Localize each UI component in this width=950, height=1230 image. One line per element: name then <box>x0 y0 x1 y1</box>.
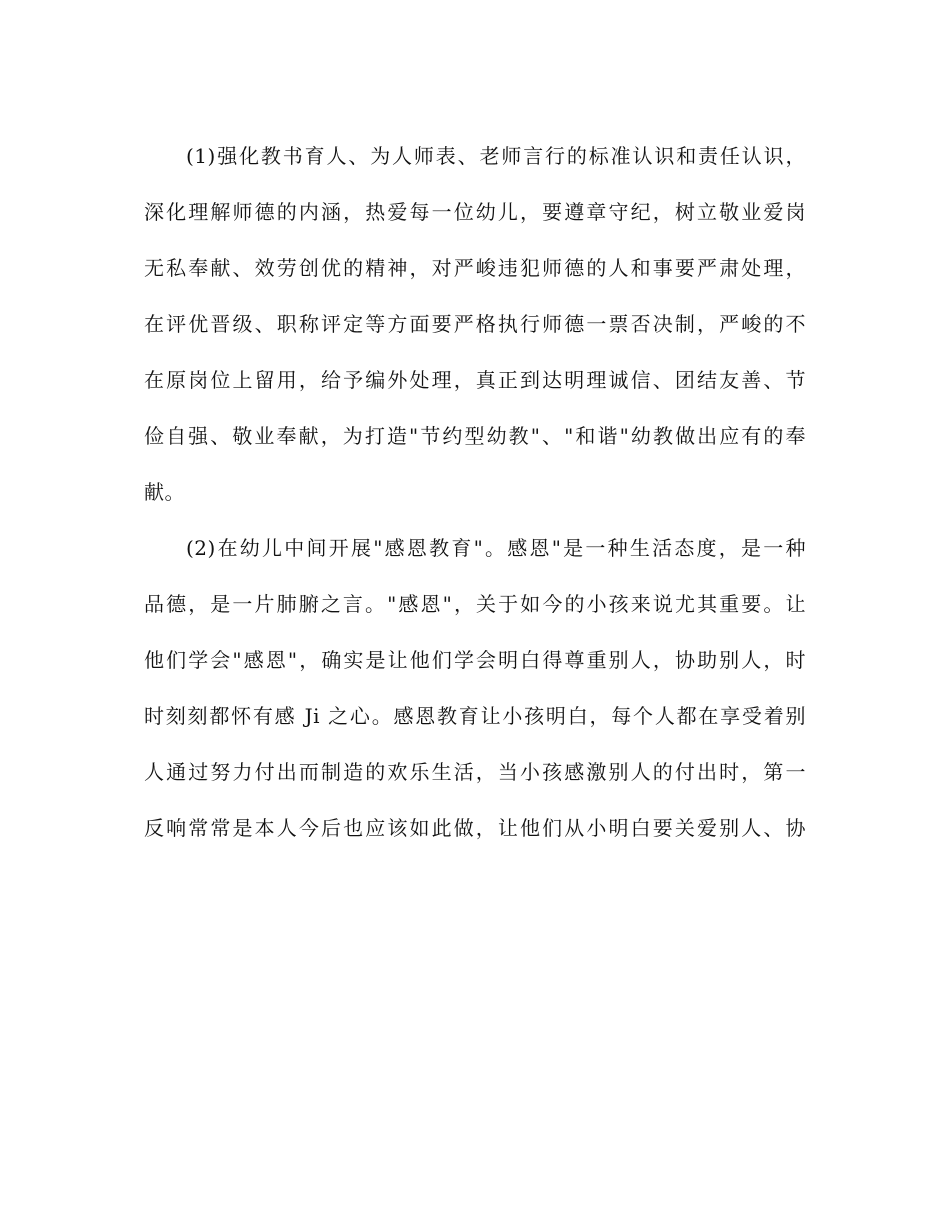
paragraph-1 <box>144 128 806 520</box>
paragraph-line: 无私奉献、效劳创优的精神，对严峻违犯师德的人和事要严肃处理， <box>144 256 806 280</box>
paragraph-line: 在原岗位上留用，给予编外处理，真正到达明理诚信、团结友善、节 <box>144 368 806 392</box>
paragraph-line: 俭自强、敬业奉献，为打造"节约型幼教"、"和谐"幼教做出应有的奉 <box>144 424 806 448</box>
paragraph-line: 时刻刻都怀有感 Ji 之心。感恩教育让小孩明白，每个人都在享受着别 <box>144 704 806 728</box>
paragraph-2 <box>144 520 806 856</box>
paragraph-line: (2)在幼儿中间开展"感恩教育"。感恩"是一种生活态度，是一种 <box>186 536 806 560</box>
paragraph-line: 他们学会"感恩"，确实是让他们学会明白得尊重别人，协助别人，时 <box>144 648 806 672</box>
paragraph-line: 献。 <box>144 480 185 504</box>
paragraph-line: 在评优晋级、职称评定等方面要严格执行师德一票否决制，严峻的不 <box>144 312 806 336</box>
paragraph-line: 人通过努力付出而制造的欢乐生活，当小孩感激别人的付出时，第一 <box>144 760 806 784</box>
paragraph-line: (1)强化教书育人、为人师表、老师言行的标准认识和责任认识， <box>186 144 806 168</box>
paragraph-line: 深化理解师德的内涵，热爱每一位幼儿，要遵章守纪，树立敬业爱岗 <box>144 200 806 224</box>
paragraph-line: 反响常常是本人今后也应该如此做，让他们从小明白要关爱别人、协 <box>144 816 806 840</box>
document-body <box>144 128 806 856</box>
paragraph-line: 品德，是一片肺腑之言。"感恩"，关于如今的小孩来说尤其重要。让 <box>144 592 806 616</box>
